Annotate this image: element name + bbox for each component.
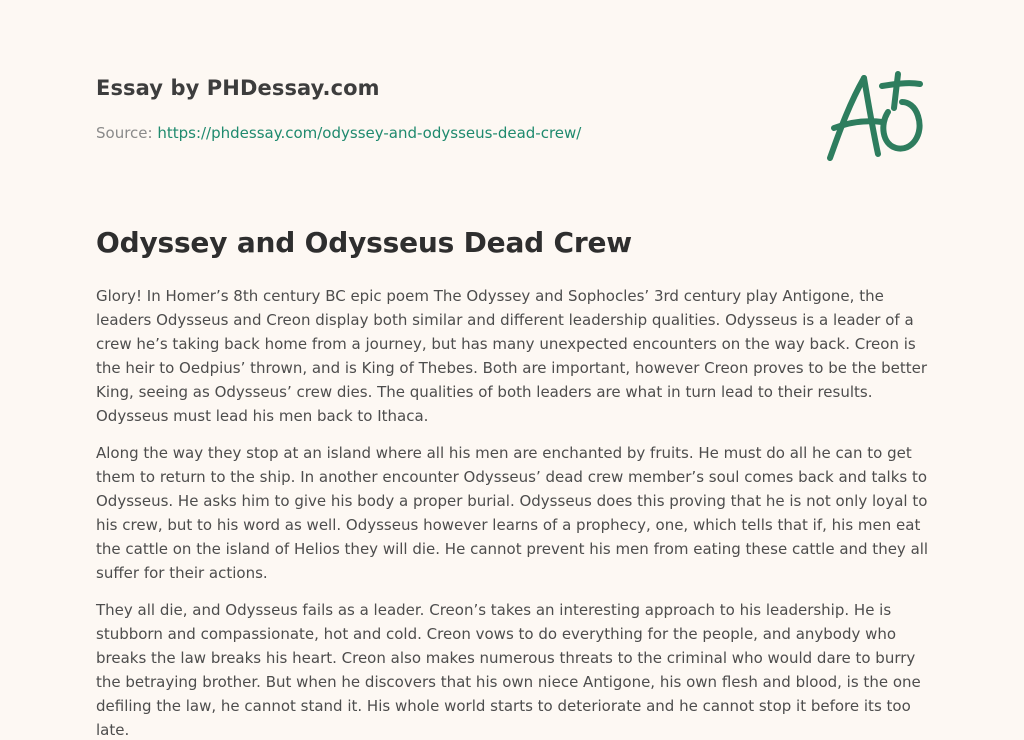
source-link[interactable]: https://phdessay.com/odyssey-and-odysseus-dead-crew/ (157, 124, 582, 142)
essay-body (96, 284, 931, 740)
essay-paragraph: Glory! In Homer’s 8th century BC epic poem The Odyssey and Sophocles’ 3rd century play Antigone, the leaders Odysseus and Creon display both similar and different leadership qualities. Odysseus is a leader of a crew he’s taking back home from a journey, but has many unexpected encounters on the way back. Creon is the heir to Oedpius’ thrown, and is King of Thebes. Both are important, however Creon proves to be the better King, seeing as Odysseus’ crew dies. The qualities of both leaders are what in turn lead to their results. Odysseus must lead his men back to Ithaca. (96, 287, 927, 425)
essay-paragraph: Along the way they stop at an island where all his men are enchanted by fruits. He must do all he can to get them to return to the ship. In another encounter Odysseus’ dead crew member’s soul comes back and talks to Odysseus. He asks him to give his body a proper burial. Odysseus does this proving that he is not only loyal to his crew, but to his word as well. Odysseus however learns of a prophecy, one, which tells that if, his men eat the cattle on the island of Helios they will die. He cannot prevent his men from eating these cattle and they all suffer for their actions. (96, 444, 929, 582)
essay-paragraph: They all die, and Odysseus fails as a leader. Creon’s takes an interesting approach to his leadership. He is stubborn and compassionate, hot and cold. Creon vows to do everything for the people, and anybody who breaks the law breaks his heart. Creon also makes numerous threats to the criminal who would dare to burry the betraying brother. But when he discovers that his own niece Antigone, his own flesh and blood, is the one defiling the law, he cannot stand it. His whole world starts to deteriorate and he cannot stop it before its too late. (96, 601, 921, 739)
source-line (96, 124, 581, 142)
a-plus-logo-icon (820, 66, 930, 166)
essay-title: Odyssey and Odysseus Dead Crew (96, 226, 632, 259)
source-label: Source: (96, 124, 158, 142)
site-title: Essay by PHDessay.com (96, 76, 380, 100)
